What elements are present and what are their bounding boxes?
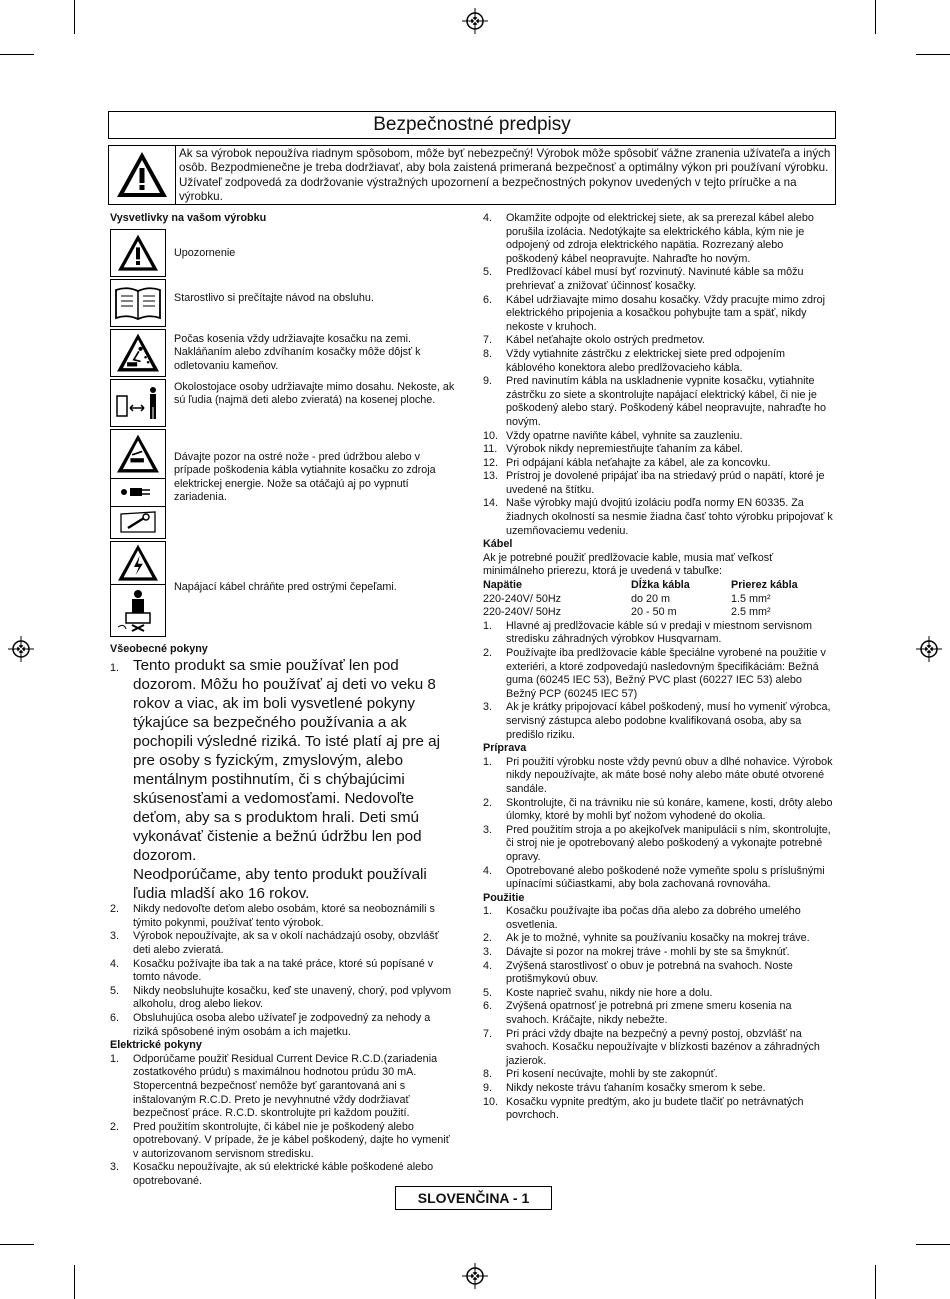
cable-intro: Ak je potrebné použiť predlžovacie kable, musia mať veľkosť minimálneho prierezu, ktorá je uvedená v tabuľke:: [483, 551, 774, 578]
list-item: 1. Tento produkt sa smie používať len pod dozorom. Môžu ho používať aj deti vo veku 8 rokov a viac, ak im boli vysvetlené pokyny týkajúce sa bezpečného používania a ak pochopili výsledné riziká. To isté platí aj pre aj pre osoby s fyzickým, zmyslovým, alebo mentálnym postihnutím, či s chýbajúcimi skúsenosťami a vedomosťami. Nedovoľte deťom, aby sa s produktom hrali. Deti smú vykonávať čistenie a bežnú údržbu len pod dozorom. Neodporúčame, aby tento produkt používali ľudia mladší ako 16 rokov.: [110, 657, 441, 903]
registration-mark-icon: [462, 1263, 488, 1289]
list-item: 10. Vždy opatrne naviňte kábel, vyhnite sa zauzleniu.: [483, 429, 743, 442]
sharp-blades-icon: [115, 433, 161, 475]
symbol-box: [110, 379, 166, 427]
list-item: 8. Vždy vytiahnite zástrčku z elektrickej siete pred odpojením káblového konektora alebo predlžovacieho kábla.: [483, 347, 786, 374]
list-item: 5. Predlžovací kábel musí byť rozvinutý. Navinuté káble sa môžu prehrievať a znižovať účinnosť kosačky.: [483, 266, 804, 292]
symbol-text: Upozornenie: [174, 246, 236, 259]
page-title: Bezpečnostné predpisy: [108, 111, 836, 139]
registration-mark-icon: [916, 636, 942, 662]
list-item: 2. Pred použitím skontrolujte, či kábel nie je poškodený alebo opotrebovaný. V prípade, že je kábel poškodený, dajte ho vymeniť v autorizovanom servisnom stredisku.: [110, 1120, 450, 1160]
warning-triangle-icon: [115, 150, 169, 200]
warning-triangle-icon: [116, 233, 160, 273]
crop-mark: [0, 1244, 34, 1245]
cable-list: [483, 620, 833, 742]
general-list: [110, 656, 455, 1039]
list-item: 10. Kosačku vypnite predtým, ako ju budete tlačiť po netrávnatých povrchoch.: [483, 1095, 804, 1122]
registration-mark-icon: [8, 636, 34, 662]
plug-icon: [118, 482, 158, 502]
symbol-box: [110, 585, 166, 637]
list-item: 5. Nikdy neobsluhujte kosačku, keď ste unavený, chorý, pod vplyvom alkoholu, drog alebo liekov.: [110, 984, 452, 1011]
crop-mark: [875, 0, 876, 34]
general-item-1b: Neodporúčame, aby tento produkt používali ľudia mladší ako 16 rokov.: [133, 866, 427, 903]
cable-table-row: 220-240V/ 50Hz 20 - 50 m 2.5 mm²: [483, 606, 771, 619]
list-item: 3. Kosačku nepoužívajte, ak sú elektrické káble poškodené alebo opotrebované.: [110, 1161, 434, 1188]
symbol-row: [110, 229, 455, 279]
crop-mark: [0, 54, 34, 55]
list-item: 2. Ak je to možné, vyhnite sa používaniu kosačky na mokrej tráve.: [483, 932, 810, 945]
list-item: 3. Ak je krátky pripojovací kábel poškodený, musí ho vymeniť výrobca, servisný zástupca alebo podobne kvalifikovaná osoba, aby sa predišlo riziku.: [483, 701, 831, 741]
list-item: 4. Kosačku požívajte iba tak a na také práce, ktoré sú popísané v tomto návode.: [110, 957, 434, 984]
flying-stones-icon: [115, 332, 161, 374]
page-footer: SLOVENČINA - 1: [395, 1186, 552, 1210]
list-item: 6. Zvýšená opatrnosť je potrebná pri zmene smeru kosenia na svahoch. Kráčajte, nikdy nebežte.: [483, 1000, 792, 1027]
symbol-text: Napájací kábel chráňte pred ostrými čepeľami.: [174, 580, 397, 593]
symbol-box: [110, 279, 166, 327]
list-item: 3. Výrobok nepoužívajte, ak sa v okolí nachádzajú osoby, obzvlášť deti alebo zvieratá.: [110, 930, 439, 956]
list-item: 9. Nikdy nekoste trávu ťahaním kosačky smerom k sebe.: [483, 1082, 766, 1094]
list-item: 7. Pri práci vždy dbajte na bezpečný a pevný postoj, obzvlášť na svahoch. Kosačku nepoužívajte v blízkosti bazénov a záhradných jazierok.: [483, 1027, 820, 1067]
preparation-list: [483, 756, 833, 892]
crop-mark: [916, 54, 950, 55]
keep-distance-icon: [113, 384, 163, 422]
crop-mark: [74, 0, 75, 34]
cable-table-header: Napätie Dĺžka kábla Prierez kábla: [483, 579, 798, 592]
intro-warning-text: Ak sa výrobok nepoužíva riadnym spôsobom, môže byť nebezpečný! Výrobok môže spôsobiť vážne zranenia užívateľa a iných osôb. Bezpodmienečne je treba dodržiavať, aby bola zaistená primeraná bezpečnosť a optimálny výkon pri používaní výrobku. Užívateľ zodpovedá za dodržovanie výstražných upozornení a bezpečnostných pokynov uvedených v tejto príručke a na výrobku.: [179, 147, 831, 203]
electric-hazard-icon: [116, 543, 160, 583]
symbol-row: [110, 329, 455, 379]
registration-mark-icon: [462, 8, 488, 34]
left-column: [110, 212, 455, 1189]
symbol-box: [110, 329, 166, 377]
symbol-row: [110, 379, 455, 429]
list-item: 4. Zvýšená starostlivosť o obuv je potrebná na svahoch. Noste protišmykovú obuv.: [483, 959, 793, 986]
list-item: 3. Pred použitím stroja a po akejkoľvek manipulácii s ním, skontrolujte, či stroj nie je opotrebovaný alebo poškodený a vykonajte potrebné opravy.: [483, 823, 831, 863]
symbol-box: [110, 429, 166, 479]
crop-mark: [875, 1265, 876, 1299]
list-item: 12. Pri odpájaní kábla neťahajte za kábel, ale za koncovku.: [483, 456, 771, 469]
symbol-text: Dávajte pozor na ostré nože - pred údržbou alebo v prípade poškodenia kábla vytiahnite kosačku zo zdroja elektrickej energie. Nože sa otáčajú aj po vypnutí zariadenia.: [174, 450, 436, 504]
usage-heading: Použitie: [483, 891, 525, 904]
list-item: 2. Nikdy nedovoľte deťom alebo osobám, ktoré sa neoboznámili s týmito pokynmi, používať tento výrobok.: [110, 903, 435, 929]
list-item: 8. Pri kosení necúvajte, mohli by ste zakopnúť.: [483, 1068, 718, 1081]
list-item: 11. Výrobok nikdy nepremiestňujte ťahaním za kábel.: [483, 443, 743, 456]
symbol-box: [110, 479, 166, 507]
general-heading: Všeobecné pokyny: [110, 642, 208, 655]
list-item: 14. Naše výrobky majú dvojitú izoláciu podľa normy EN 60335. Za žiadnych okolností sa nesmie žiadna časť tohto výrobku pripojovať k uzemňovaciemu vedeniu.: [483, 497, 833, 537]
list-item: 4. Opotrebované alebo poškodené nože vymeňte spolu s príslušnými upínacími súčiastkami, aby bola zachovaná rovnováha.: [483, 864, 825, 891]
symbol-stack: [110, 429, 166, 539]
symbol-row: [110, 429, 455, 541]
electrical-heading: Elektrické pokyny: [110, 1039, 202, 1052]
list-item: 1. Hlavné aj predlžovacie káble sú v predaji v miestnom servisnom stredisku záhradných výrobkov Husqvarnam.: [483, 619, 813, 646]
list-item: 13. Prístroj je dovolené pripájať iba na striedavý prúd o napätí, ktoré je uvedené na štítku.: [483, 470, 825, 496]
symbol-box: [110, 507, 166, 539]
right-column: [483, 212, 833, 1123]
crop-mark: [916, 1244, 950, 1245]
list-item: 5. Koste naprieč svahu, nikdy nie hore a dolu.: [483, 986, 713, 999]
list-item: 9. Pred navinutím kábla na uskladnenie vypnite kosačku, vytiahnite zástrčku zo siete a skontrolujte napájací elektrický kábel, či nie je poškodený alebo starý. Poškodený kábel neopravujte, nahraďte ho novým.: [483, 375, 826, 428]
cable-blade-icon: [116, 587, 160, 633]
electrical-list-right: [483, 212, 833, 538]
list-item: 6. Kábel udržiavajte mimo dosahu kosačky. Vždy pracujte mimo zdroj elektrického pripojenia a kosačkou pohybujte tam a späť, nikdy nekoste v kruhoch.: [483, 293, 826, 333]
list-item: 3. Dávajte si pozor na mokrej tráve - mohli by ste sa šmyknúť.: [483, 946, 790, 959]
list-item: 1. Odporúčame použiť Residual Current Device R.C.D.(zariadenia zostatkového prúdu) s maximálnou hodnotou prúdu 30 mA. Stopercentná bezpečnosť nemôže byť garantovaná ani s inštalovaným R.C.D. Preto je nevyhnutné vždy dodržiavať bezpečnosť práce. R.C.D. skontrolujte pri každom použití.: [110, 1052, 438, 1120]
preparation-heading: Príprava: [483, 742, 527, 755]
electrical-list-left: [110, 1053, 455, 1189]
symbol-text: Starostlivo si prečítajte návod na obsluhu.: [174, 291, 374, 304]
symbol-box: [110, 541, 166, 585]
symbol-box: [110, 229, 166, 277]
symbol-row: [110, 279, 455, 329]
list-item: 4. Okamžite odpojte od elektrickej siete, ak sa prerezal kábel alebo porušila izolácia. Nedotýkajte sa elektrického kábla, kým nie je odpojený od zdroja elektrického napätia. Rozrezaný alebo poškodený kábel neopravujte. Nahraďte ho novým.: [483, 212, 814, 265]
crop-mark: [74, 1265, 75, 1299]
list-item: 6. Obsluhujúca osoba alebo užívateľ je zodpovedný za nehody a riziká spôsobené iným osobám a ich majetku.: [110, 1011, 431, 1038]
list-item: 1. Kosačku používajte iba počas dňa alebo za dobrého umelého osvetlenia.: [483, 905, 801, 931]
cable-table-row: 220-240V/ 50Hz do 20 m 1.5 mm²: [483, 592, 771, 605]
list-item: 7. Kábel neťahajte okolo ostrých predmetov.: [483, 334, 705, 347]
list-item: 2. Skontrolujte, či na trávniku nie sú konáre, kamene, kosti, drôty alebo úlomky, ktoré by mohli byť nožom vyhodené do okolia.: [483, 796, 833, 823]
cable-heading: Kábel: [483, 538, 513, 551]
general-item-1: Tento produkt sa smie používať len pod dozorom. Môžu ho používať aj deti vo veku 8 rokov a viac, ak im boli vysvetlené pokyny týkajúce sa bezpečného používania a ak pochopili výsledné riziká. To isté platí aj pre aj pre osoby s fyzickým, zmyslovým, alebo mentálnym postihnutím, či s chýbajúcimi skúsenosťami a vedomosťami. Nedovoľte deťom, aby sa s produktom hrali. Deti smú vykonávať čistenie a bežnú údržbu len pod dozorom.: [133, 657, 441, 865]
usage-list: [483, 905, 833, 1123]
warning-icon-cell: [109, 146, 176, 204]
open-book-icon: [114, 284, 162, 322]
symbol-stack: [110, 541, 166, 637]
list-item: 1. Pri použití výrobku noste vždy pevnú obuv a dlhé nohavice. Výrobok nikdy nepoužívajte, ak máte bosé nohy alebo máte obuté otvorené sandále.: [483, 755, 833, 795]
intro-warning-box: [108, 145, 836, 205]
wrench-book-icon: [118, 509, 158, 535]
symbols-heading: Vysvetlivky na vašom výrobku: [110, 212, 267, 224]
symbol-text: Počas kosenia vždy udržiavajte kosačku na zemi. Nakláňaním alebo zdvíhaním kosačky môže dôjsť k odletovaniu kameňov.: [174, 332, 421, 372]
symbol-text: Okolostojace osoby udržiavajte mimo dosahu. Nekoste, ak sú ľudia (najmä deti alebo zvieratá) na kosenej ploche.: [174, 380, 455, 407]
list-item: 2. Používajte iba predlžovacie káble špeciálne vyrobené na použitie v exteriéri, a ktoré zodpovedajú nasledovným špecifikáciám: Bežná guma (60245 IEC 53), Bežný PVC plast (60227 IEC 53) alebo Bežný PCP (60245 IEC 57): [483, 647, 826, 700]
symbol-row: [110, 541, 455, 641]
